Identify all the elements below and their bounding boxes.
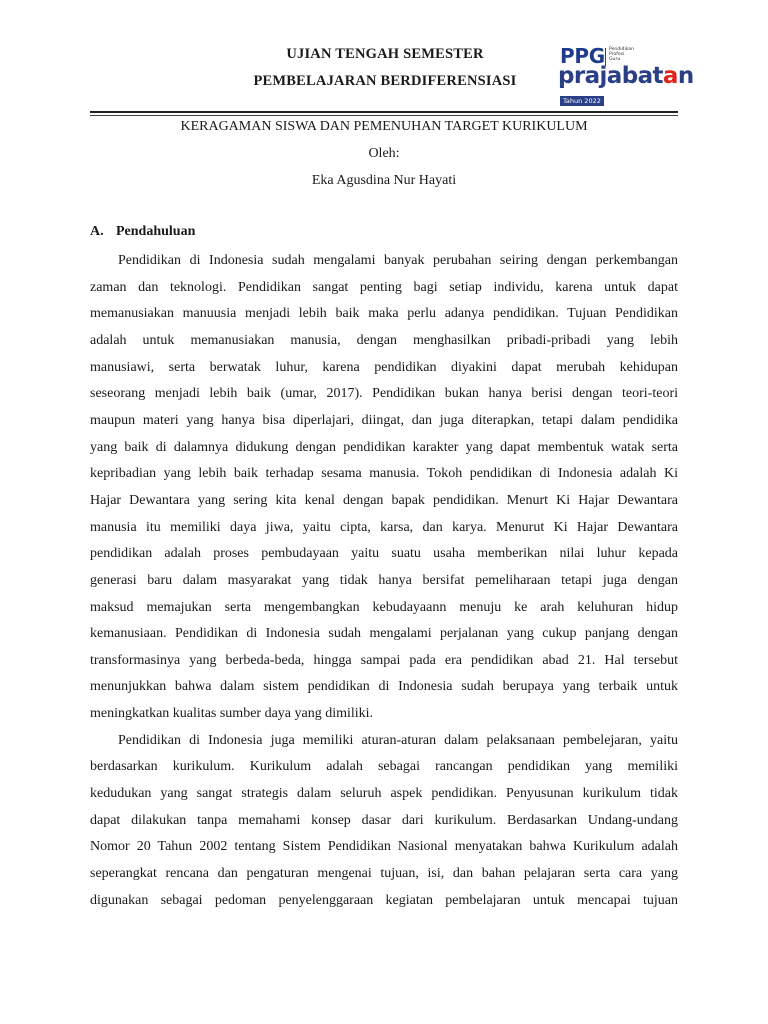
logo-ppg-text: PPG [560, 44, 605, 68]
by-label: Oleh: [368, 146, 400, 161]
paragraph-line: transformasinya yang berbeda-beda, hingga sampai pada era pendidikan abad 21. Hal tersebut [90, 652, 678, 668]
ppg-prajabatan-logo [556, 44, 694, 110]
header-rule-thin [90, 115, 678, 116]
header-rule-thick [90, 111, 678, 113]
paragraph-line: digunakan sebagai pedoman penyelenggaraan kegiatan pembelajaran untuk mencapai tujuan [90, 892, 678, 908]
paragraph-line: maksud memajukan serta mengembangkan kebudayaann menuju ke arah keluhuran hidup [90, 599, 678, 615]
section-number: A. [90, 224, 104, 239]
paragraph-line: menunjukkan bahwa dalam sistem pendidikan di Indonesia sudah berupaya yang terbaik untuk [90, 679, 678, 695]
paragraph-line: seperangkat rencana dan pengaturan mengenai tujuan, isi, dan bahan pelajaran serta cara yang [90, 865, 678, 881]
paragraph-line: kedudukan yang sangat strategis dalam seluruh aspek pendidikan. Penyusunan kurikulum tidak [90, 786, 678, 801]
paragraph-line: adalah untuk memanusiakan manusia, dengan menghasilkan pribadi-pribadi yang lebih [90, 332, 678, 348]
section-heading [90, 224, 195, 240]
paragraph-line: berdasarkan kurikulum. Kurikulum adalah sebagai rancangan pendidikan yang memiliki [90, 759, 678, 775]
paragraph-line: Pendidikan di Indonesia sudah mengalami banyak perubahan seiring dengan perkembangan [118, 253, 678, 268]
paragraph-line: yang baik di dalamnya didukung dengan pendidikan karakter yang dapat membentuk watak serta [90, 439, 678, 455]
course-title: PEMBELAJARAN BERDIFERENSIASI [253, 73, 517, 89]
logo-prajabatan-text: prajabatan [558, 63, 694, 89]
paragraph-line: generasi baru dalam masyarakat yang tidak hanya bersifat pemeliharaan tetapi juga dengan [90, 572, 678, 588]
paragraph-line: zaman dan teknologi. Pendidikan sangat penting bagi setiap individu, karena untuk dapat [90, 279, 678, 295]
author-name: Eka Agusdina Nur Hayati [311, 173, 457, 188]
paragraph-line: kemanusiaan. Pendidikan di Indonesia sudah mengalami perjalanan yang cukup panjang dengan [90, 626, 678, 642]
paragraph-line: maupun materi yang hanya bisa diperlajari, diingat, dan juga diterapkan, tetapi dalam pendidika [90, 412, 678, 428]
paragraph-line: Nomor 20 Tahun 2002 tentang Sistem Pendidikan Nasional menyatakan bahwa Kurikulum adalah [90, 839, 678, 855]
paragraph-line: memanusiakan manuusia menjadi lebih baik maka perlu adanya pendidikan. Tujuan Pendidikan [90, 306, 678, 322]
section-title: Pendahuluan [116, 224, 196, 239]
paragraph-line: meningkatkan kualitas sumber daya yang dimiliki. [90, 706, 374, 721]
paragraph-line: Hajar Dewantara yang sering kita kenal dengan bapak pendidikan. Menurt Ki Hajar Dewantara [90, 492, 678, 508]
paragraph-line: dapat dilakukan tanpa memahami konsep dasar dari kurikulum. Berdasarkan Undang-undang [90, 812, 678, 828]
exam-title: UJIAN TENGAH SEMESTER [286, 46, 484, 62]
paragraph-line: manusia itu memiliki daya jiwa, yaitu cipta, karsa, dan karya. Menurut Ki Hajar Dewantara [90, 519, 678, 535]
paragraph-line: pendidikan adalah proses pembudayaan yaitu suatu usaha memberikan nilai luhur kepada [90, 546, 678, 562]
paragraph-line: seseorang menjadi lebih baik (umar, 2017). Pendidikan bukan hanya berisi dengan teori-teori [90, 386, 678, 402]
paragraph-line: manusiawi, serta berwatak luhur, karena pendidikan diyakini dapat merubah kehidupan [90, 359, 678, 375]
paragraph-line: Pendidikan di Indonesia juga memiliki aturan-aturan dalam pelaksanaan pembelejaran, yaitu [118, 732, 678, 748]
logo-year-badge: Tahun 2022 [560, 96, 604, 106]
document-title: KERAGAMAN SISWA DAN PEMENUHAN TARGET KURIKULUM [180, 119, 588, 134]
paragraph-line: kepribadian yang lebih baik terhadap sesama manusia. Tokoh pendidikan di Indonesia adalah Ki [90, 466, 678, 482]
logo-tagline: Pendidikan Profesi Guru [609, 47, 635, 62]
